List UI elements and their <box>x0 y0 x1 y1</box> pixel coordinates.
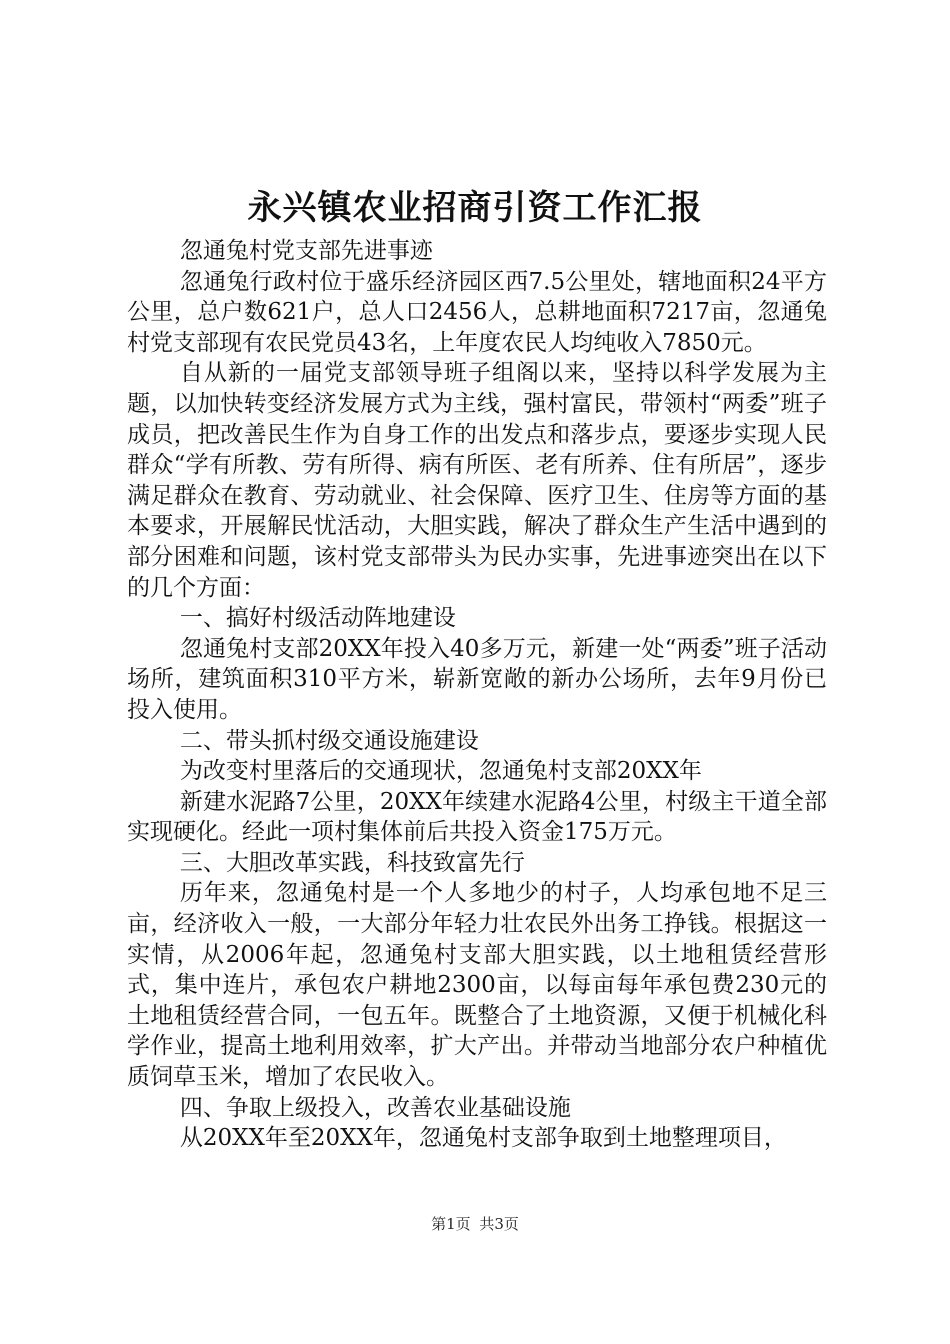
section-heading: 三、大胆改革实践，科技致富先行 <box>179 849 525 876</box>
page-number: 第1页 <box>431 1215 471 1233</box>
page-footer <box>0 1214 950 1234</box>
document-body <box>127 236 827 1154</box>
paragraph: 自从新的一届党支部领导班子组阁以来，坚持以科学发展为主题，以加快转变经济发展方式为主线，强村富民，带领村“两委”班子成员，把改善民生作为自身工作的出发点和落步点，要逐步实现人民群众“学有所教、劳有所得、病有所医、老有所养、住有所居”，逐步满足群众在教育、劳动就业、社会保障、医疗卫生、住房等方面的基本要求，开展解民忧活动，大胆实践，解决了群众生产生活中遇到的部分困难和问题，该村党支部带头为民办实事，先进事迹突出在以下的几个方面： <box>127 360 827 601</box>
document-title: 永兴镇农业招商引资工作汇报 <box>247 188 703 228</box>
page-total: 共3页 <box>479 1215 519 1233</box>
section-heading: 四、争取上级投入，改善农业基础设施 <box>179 1094 571 1121</box>
paragraph: 为改变村里落后的交通现状，忽通兔村支部20XX年 <box>179 758 702 785</box>
paragraph: 忽通兔行政村位于盛乐经济园区西7.5公里处，辖地面积24平方公里，总户数621户，总人口2456人，总耕地面积7217亩，忽通兔村党支部现有农民党员43名，上年度农民人均纯收入7850元。 <box>127 268 827 356</box>
paragraph: 从20XX年至20XX年，忽通兔村支部争取到土地整理项目， <box>179 1125 787 1152</box>
section-heading: 一、搞好村级活动阵地建设 <box>179 605 456 632</box>
section-heading: 二、带头抓村级交通设施建设 <box>179 727 479 754</box>
paragraph: 历年来，忽通兔村是一个人多地少的村子，人均承包地不足三亩，经济收入一般，一大部分年轻力壮农民外出务工挣钱。根据这一实情，从2006年起，忽通兔村支部大胆实践，以土地租赁经营形式，集中连片，承包农户耕地2300亩，以每亩每年承包费230元的土地租赁经营合同，一包五年。既整合了土地资源，又便于机械化科学作业，提高土地利用效率，扩大产出。并带动当地部分农户种植优质饲草玉米，增加了农民收入。 <box>127 880 827 1091</box>
paragraph: 忽通兔村支部20XX年投入40多万元，新建一处“两委”班子活动场所，建筑面积310平方米，崭新宽敞的新办公场所，去年9月份已投入使用。 <box>127 635 827 723</box>
subtitle-paragraph: 忽通兔村党支部先进事迹 <box>179 238 433 264</box>
paragraph: 新建水泥路7公里，20XX年续建水泥路4公里，村级主干道全部实现硬化。经此一项村集体前后共投入资金175万元。 <box>127 788 827 846</box>
